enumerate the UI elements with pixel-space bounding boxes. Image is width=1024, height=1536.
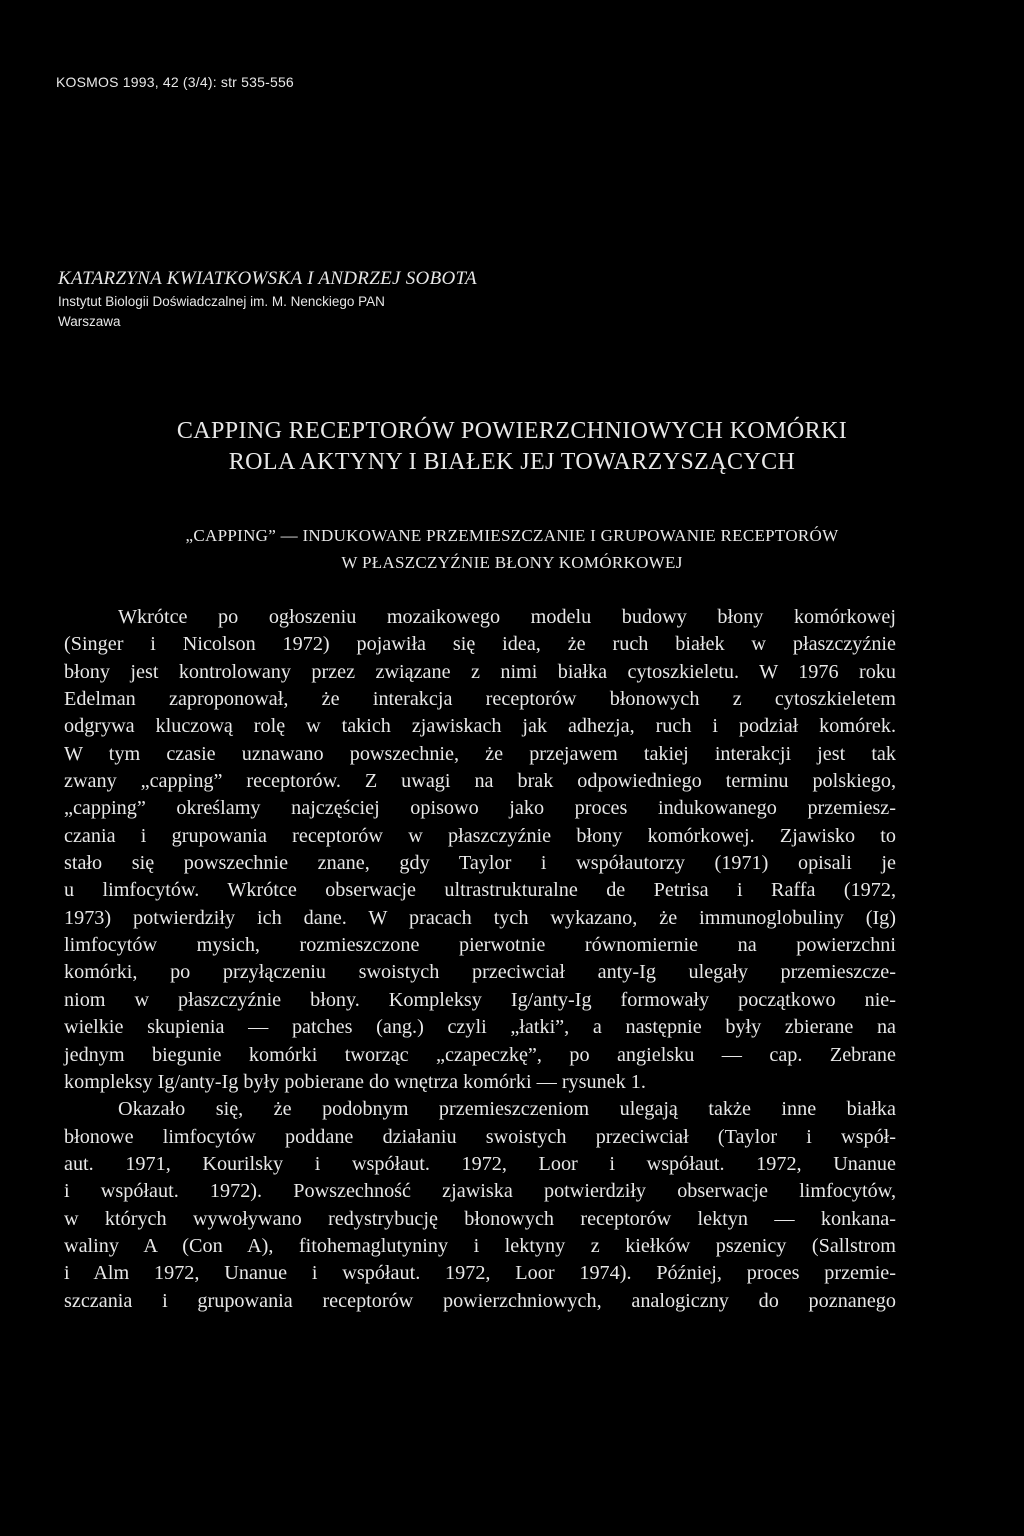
body-line: „capping” określamy najczęściej opisowo jako proces indukowanego przemiesz- bbox=[64, 797, 896, 820]
body-line: odgrywa kluczową rolę w takich zjawiskach jak adhezja, ruch i podział komórek. bbox=[64, 715, 896, 738]
body-line: stało się powszechnie znane, gdy Taylor i współautorzy (1971) opisali je bbox=[64, 852, 896, 875]
body-line: kompleksy Ig/anty-Ig były pobierane do wnętrza komórki — rysunek 1. bbox=[64, 1070, 646, 1093]
body-line: szczania i grupowania receptorów powierzchniowych, analogiczny do poznanego bbox=[64, 1289, 896, 1312]
body-line: limfocytów mysich, rozmieszczone pierwotnie równomiernie na powierzchni bbox=[64, 934, 896, 957]
body-text bbox=[64, 604, 896, 1315]
body-line: i Alm 1972, Unanue i współaut. 1972, Loor 1974). Później, proces przemie- bbox=[64, 1262, 896, 1285]
body-line: niom w płaszczyźnie błony. Kompleksy Ig/anty-Ig formowały początkowo nie- bbox=[64, 988, 896, 1011]
body-line: błony jest kontrolowany przez związane z nimi białka cytoszkieletu. W 1976 roku bbox=[64, 660, 896, 683]
body-line: czania i grupowania receptorów w płaszczyźnie błony komórkowej. Zjawisko to bbox=[64, 824, 896, 847]
article-title-line-2: ROLA AKTYNY I BIAŁEK JEJ TOWARZYSZĄCYCH bbox=[228, 449, 796, 475]
body-line: komórki, po przyłączeniu swoistych przeciwciał anty-Ig ulegały przemieszcze- bbox=[64, 961, 896, 984]
body-line: błonowe limfocytów poddane działaniu swoistych przeciwciał (Taylor i współ- bbox=[64, 1125, 896, 1148]
body-line: u limfocytów. Wkrótce obserwacje ultrastrukturalne de Petrisa i Raffa (1972, bbox=[64, 879, 896, 902]
body-line: W tym czasie uznawano powszechnie, że przejawem takiej interakcji jest tak bbox=[64, 742, 896, 765]
body-line: aut. 1971, Kourilsky i współaut. 1972, Loor i współaut. 1972, Unanue bbox=[64, 1152, 896, 1175]
body-line: Edelman zaproponował, że interakcja receptorów błonowych z cytoszkieletem bbox=[64, 688, 896, 711]
body-line: Wkrótce po ogłoszeniu mozaikowego modelu budowy błony komórkowej bbox=[118, 606, 896, 628]
body-line: Okazało się, że podobnym przemieszczeniom ulegają także inne białka bbox=[118, 1098, 896, 1121]
journal-reference: KOSMOS 1993, 42 (3/4): str 535-556 bbox=[56, 74, 294, 90]
body-line: (Singer i Nicolson 1972) pojawiła się idea, że ruch białek w płaszczyźnie bbox=[64, 633, 896, 656]
body-line: wielkie skupienia — patches (ang.) czyli „łatki”, a następnie były zbierane na bbox=[64, 1016, 896, 1039]
section-heading-line-1: „CAPPING” — INDUKOWANE PRZEMIESZCZANIE I GRUPOWANIE RECEPTORÓW bbox=[185, 526, 839, 545]
affiliation-institute: Instytut Biologii Doświadczalnej im. M. Nenckiego PAN bbox=[58, 294, 385, 309]
body-line: waliny A (Con A), fitohemaglutyniny i lektyny z kiełków pszenicy (Sallstrom bbox=[64, 1234, 896, 1257]
body-line: i współaut. 1972). Powszechność zjawiska potwierdziły obserwacje limfocytów, bbox=[64, 1180, 896, 1203]
body-line: jednym biegunie komórki tworząc „czapeczkę”, po angielsku — cap. Zebrane bbox=[64, 1043, 896, 1066]
affiliation-city: Warszawa bbox=[58, 314, 121, 329]
section-heading-line-2: W PŁASZCZYŹNIE BŁONY KOMÓRKOWEJ bbox=[341, 553, 683, 572]
body-line: w których wywoływano redystrybucję błonowych receptorów lektyn — konkana- bbox=[64, 1207, 896, 1230]
body-line: zwany „capping” receptorów. Z uwagi na brak odpowiedniego terminu polskiego, bbox=[64, 770, 896, 793]
article-title-line-1: CAPPING RECEPTORÓW POWIERZCHNIOWYCH KOMÓRKI bbox=[176, 418, 848, 444]
body-line: 1973) potwierdziły ich dane. W pracach tych wykazano, że immunoglobuliny (Ig) bbox=[64, 906, 896, 929]
authors: KATARZYNA KWIATKOWSKA I ANDRZEJ SOBOTA bbox=[58, 268, 477, 289]
